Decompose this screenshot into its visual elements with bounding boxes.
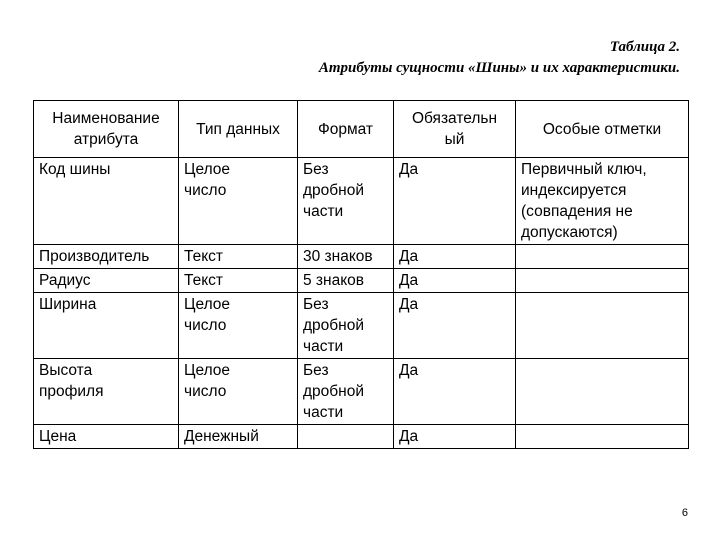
table-row	[34, 245, 689, 269]
cell-required: Да	[394, 245, 516, 269]
cell-format: 30 знаков	[298, 245, 394, 269]
cell-special-notes	[516, 245, 689, 269]
cell-data-type: Текст	[179, 245, 298, 269]
cell-attribute-name: Высота профиля	[34, 359, 179, 425]
cell-required: Да	[394, 158, 516, 245]
cell-format: Без дробной части	[298, 293, 394, 359]
table-header	[34, 101, 689, 158]
cell-format: Без дробной части	[298, 359, 394, 425]
table-row	[34, 269, 689, 293]
table-row	[34, 359, 689, 425]
cell-required: Да	[394, 293, 516, 359]
cell-special-notes	[516, 293, 689, 359]
cell-data-type: Целое число	[179, 293, 298, 359]
cell-data-type: Денежный	[179, 425, 298, 449]
header-required: Обязательн ый	[394, 101, 516, 158]
cell-required: Да	[394, 425, 516, 449]
header-data-type: Тип данных	[179, 101, 298, 158]
cell-format: 5 знаков	[298, 269, 394, 293]
cell-data-type: Текст	[179, 269, 298, 293]
header-attribute-name: Наименование атрибута	[34, 101, 179, 158]
table-number-caption: Таблица 2.	[609, 39, 680, 55]
cell-special-notes: Первичный ключ, индексируется (совпадения не допускаются)	[516, 158, 689, 245]
table-title-caption: Атрибуты сущности «Шины» и их характеристики.	[318, 60, 680, 76]
table-body	[34, 158, 689, 449]
cell-format: Без дробной части	[298, 158, 394, 245]
table-row	[34, 293, 689, 359]
header-row	[34, 101, 689, 158]
cell-required: Да	[394, 359, 516, 425]
header-format: Формат	[298, 101, 394, 158]
header-special-notes: Особые отметки	[516, 101, 689, 158]
table-row	[34, 158, 689, 245]
table-row	[34, 425, 689, 449]
cell-attribute-name: Производитель	[34, 245, 179, 269]
cell-data-type: Целое число	[179, 359, 298, 425]
attributes-table	[33, 100, 689, 449]
cell-required: Да	[394, 269, 516, 293]
cell-format	[298, 425, 394, 449]
cell-attribute-name: Цена	[34, 425, 179, 449]
cell-special-notes	[516, 269, 689, 293]
page-number: 6	[681, 507, 688, 519]
cell-special-notes	[516, 425, 689, 449]
cell-attribute-name: Ширина	[34, 293, 179, 359]
cell-special-notes	[516, 359, 689, 425]
cell-data-type: Целое число	[179, 158, 298, 245]
cell-attribute-name: Радиус	[34, 269, 179, 293]
cell-attribute-name: Код шины	[34, 158, 179, 245]
